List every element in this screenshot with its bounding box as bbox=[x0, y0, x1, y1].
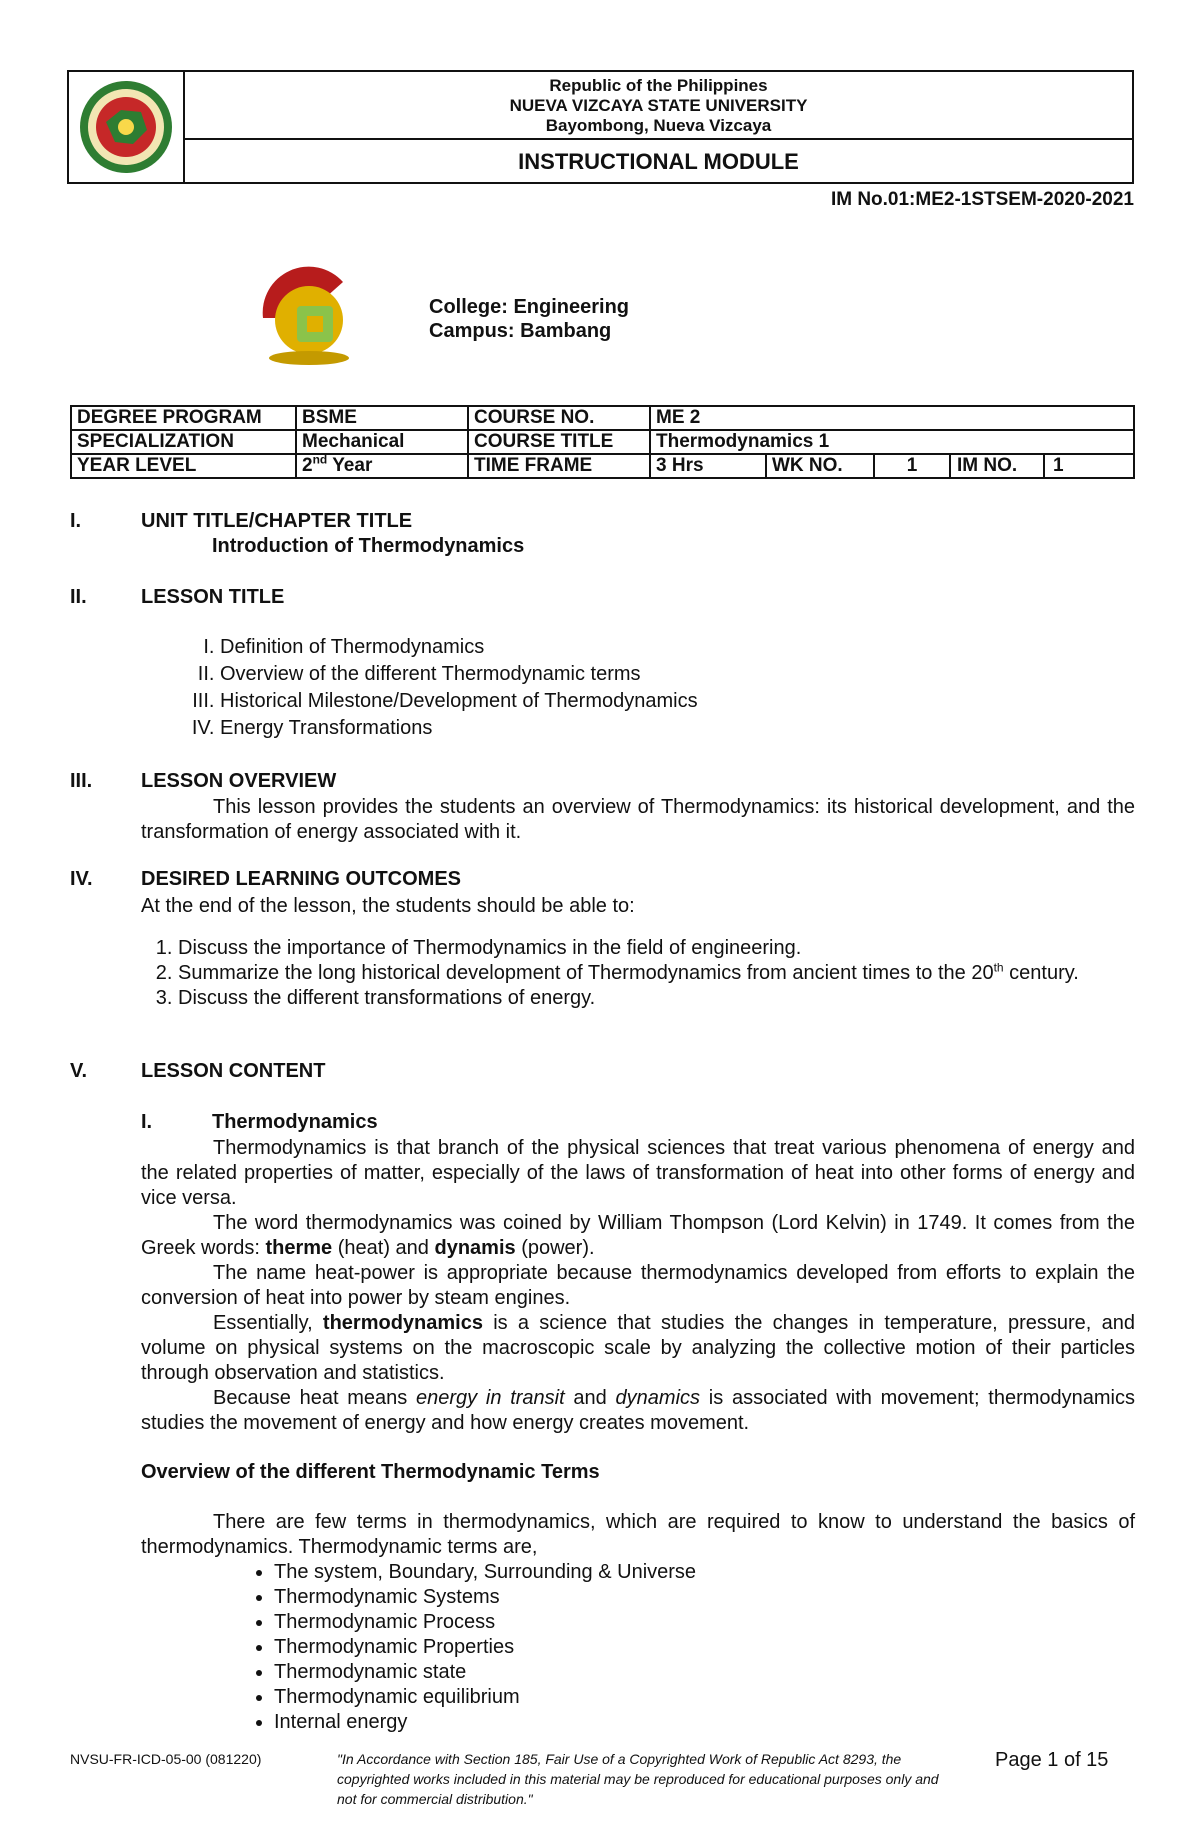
list-item: II. Overview of the different Thermodynamic terms bbox=[220, 661, 698, 688]
terms-list bbox=[250, 1560, 696, 1735]
outcomes-intro: At the end of the lesson, the students should be able to: bbox=[141, 895, 635, 917]
p2-text-end: (power). bbox=[515, 1237, 595, 1259]
year-word: Year bbox=[332, 455, 373, 476]
form-code: NVSU-FR-ICD-05-00 (081220) bbox=[70, 1751, 262, 1767]
paragraph-4 bbox=[141, 1311, 1135, 1386]
college-info bbox=[429, 295, 629, 343]
learning-outcomes-list bbox=[148, 936, 1165, 1011]
p2-term-dynamis: dynamis bbox=[434, 1237, 516, 1259]
list-item: 3. Discuss the different transformations of energy. bbox=[178, 986, 1165, 1011]
section-4-title: DESIRED LEARNING OUTCOMES bbox=[141, 868, 462, 890]
time-frame-label: TIME FRAME bbox=[468, 454, 650, 478]
list-item: I. Definition of Thermodynamics bbox=[220, 634, 698, 661]
im-no-label: IM NO. bbox=[951, 455, 1045, 477]
section-5-title: LESSON CONTENT bbox=[141, 1060, 326, 1082]
section-2-number: II. bbox=[70, 586, 87, 608]
specialization-label: SPECIALIZATION bbox=[71, 430, 296, 454]
university-seal-cell bbox=[69, 72, 185, 182]
outcome-2-tail: century. bbox=[1003, 962, 1079, 984]
section-3-number: III. bbox=[70, 770, 93, 792]
p5-text-mid: and bbox=[564, 1387, 616, 1409]
week-no-value: 1 bbox=[874, 454, 950, 478]
p5-text-end: is associated with movement; thermodynamics studies the movement of energy and how energy creates movement. bbox=[141, 1387, 1136, 1434]
table-row bbox=[71, 430, 1134, 454]
lesson-overview-text: This lesson provides the students an overview of Thermodynamics: its historical development, and the transformation of energy associated with it. bbox=[141, 796, 1135, 843]
paragraph-2 bbox=[141, 1211, 1135, 1261]
university-address: Bayombong, Nueva Vizcaya bbox=[545, 116, 772, 135]
section-5-number: V. bbox=[70, 1060, 88, 1082]
course-info-table bbox=[70, 405, 1135, 479]
time-frame-value: 3 Hrs bbox=[650, 454, 766, 478]
list-item: III. Historical Milestone/Development of Thermodynamics bbox=[220, 688, 698, 715]
page-number: Page 1 of 15 bbox=[995, 1749, 1109, 1771]
list-item: IV. Energy Transformations bbox=[220, 715, 698, 742]
campus-name: Campus: Bambang bbox=[429, 320, 612, 342]
list-item: 1. Discuss the importance of Thermodynamics in the field of engineering. bbox=[178, 936, 1165, 961]
copyright-notice: "In Accordance with Section 185, Fair Use of a Copyrighted Work of Republic Act 8293, the copyrighted works included in this material may be reproduced for educational purposes only and not for commercial distribution." bbox=[337, 1751, 939, 1807]
university-seal-logo bbox=[71, 72, 181, 182]
year-ordinal: nd bbox=[312, 452, 328, 467]
table-row bbox=[71, 454, 1134, 478]
header-box bbox=[67, 70, 1134, 184]
course-no-label: COURSE NO. bbox=[468, 406, 650, 430]
p4-term: thermodynamics bbox=[322, 1312, 483, 1334]
im-number: IM No.01:ME2-1STSEM-2020-2021 bbox=[830, 189, 1134, 210]
course-title-value: Thermodynamics 1 bbox=[650, 430, 1134, 454]
year-number: 2 bbox=[302, 455, 313, 476]
degree-value: BSME bbox=[296, 406, 468, 430]
p5-text: Because heat means bbox=[213, 1387, 417, 1409]
list-item: • Thermodynamic state bbox=[274, 1660, 696, 1685]
table-row bbox=[71, 406, 1134, 430]
p2-term-therme: therme bbox=[265, 1237, 333, 1259]
list-item: • Thermodynamic Properties bbox=[274, 1635, 696, 1660]
section-3-title: LESSON OVERVIEW bbox=[141, 770, 337, 792]
im-no-value: 1 bbox=[1053, 455, 1064, 476]
course-title-label: COURSE TITLE bbox=[468, 430, 650, 454]
p4-text-end: is a science that studies the changes in temperature, pressure, and volume on physical systems on the macroscopic scale by analyzing the collective motion of their particles through observation and statistics. bbox=[141, 1312, 1135, 1384]
outcome-2-text: Summarize the long historical development of Thermodynamics from ancient times to the 20 bbox=[178, 962, 994, 984]
list-item bbox=[178, 961, 1165, 986]
republic-line: Republic of the Philippines bbox=[549, 76, 768, 95]
section-1-title: UNIT TITLE/CHAPTER TITLE bbox=[141, 510, 413, 532]
list-item: • Thermodynamic Process bbox=[274, 1610, 696, 1635]
college-name: College: Engineering bbox=[429, 296, 630, 318]
paragraph-3: The name heat-power is appropriate because thermodynamics developed from efforts to explain the conversion of heat into power by steam engines. bbox=[141, 1262, 1135, 1309]
outcome-2-ordinal: th bbox=[993, 960, 1004, 975]
section-1-number: I. bbox=[70, 510, 82, 532]
institution-header bbox=[185, 72, 1132, 140]
im-no-cell bbox=[950, 454, 1134, 478]
lesson-title-list bbox=[190, 634, 698, 742]
p5-italic-energy: energy in transit bbox=[416, 1387, 565, 1409]
list-item: • The system, Boundary, Surrounding & Universe bbox=[274, 1560, 696, 1585]
overview-text: There are few terms in thermodynamics, which are required to know to understand the basics of thermodynamics. Thermodynamic terms are, bbox=[141, 1511, 1135, 1558]
paragraph-1: Thermodynamics is that branch of the physical sciences that treat various phenomena of energy and the related properties of matter, especially of the laws of transformation of heat into other forms of energy and vice versa. bbox=[141, 1137, 1135, 1209]
list-item: • Thermodynamic Systems bbox=[274, 1585, 696, 1610]
subsection-number: I. bbox=[141, 1111, 153, 1133]
subsection-title: Thermodynamics bbox=[212, 1111, 378, 1133]
year-level-value bbox=[296, 454, 468, 478]
paragraph-5 bbox=[141, 1386, 1135, 1436]
p5-italic-dynamics: dynamics bbox=[615, 1387, 701, 1409]
university-name: NUEVA VIZCAYA STATE UNIVERSITY bbox=[509, 96, 808, 115]
course-no-value: ME 2 bbox=[650, 406, 1134, 430]
specialization-value: Mechanical bbox=[296, 430, 468, 454]
p4-text: Essentially, bbox=[213, 1312, 323, 1334]
degree-label: DEGREE PROGRAM bbox=[71, 406, 296, 430]
year-level-label: YEAR LEVEL bbox=[71, 454, 296, 478]
overview-heading: Overview of the different Thermodynamic Terms bbox=[141, 1461, 600, 1483]
list-item: • Thermodynamic equilibrium bbox=[274, 1685, 696, 1710]
section-2-title: LESSON TITLE bbox=[141, 586, 285, 608]
list-item: • Internal energy bbox=[274, 1710, 696, 1735]
p2-text: The word thermodynamics was coined by William Thompson (Lord Kelvin) in 1749. It comes from the Greek words: bbox=[141, 1212, 1135, 1259]
week-no-label: WK NO. bbox=[766, 454, 874, 478]
p2-text-mid: (heat) and bbox=[332, 1237, 435, 1259]
section-4-number: IV. bbox=[70, 868, 93, 890]
unit-title: Introduction of Thermodynamics bbox=[212, 535, 525, 557]
module-title: INSTRUCTIONAL MODULE bbox=[518, 149, 799, 174]
college-engineering-logo bbox=[253, 258, 365, 370]
